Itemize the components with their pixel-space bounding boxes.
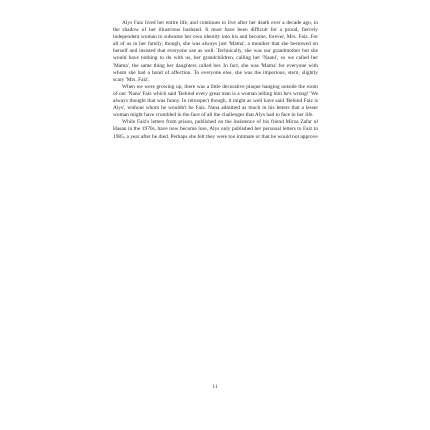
body-text — [113, 20, 318, 141]
paragraph-2: When we were growing up, there was a little decorative plaque hanging outside the room of our 'Nana' Faiz which said 'Behind every great man is a woman telling him he's wrong!' We always thought that was funny. In retrospect though, it might as well have said 'Behind Faiz is Alys', without whom he wouldn't be Faiz. Nana admitted as much in his letters that a lesser woman might have crumbled in the face of all the challenges that Alys had to face in her life. — [113, 83, 318, 119]
page-number: 11 — [212, 384, 218, 390]
paragraph-3: While Faiz's letters from prison, published on the insistence of his friend Mirza Zafar ul Hasan in the 1970s, have now become lore, Alys only published her personal letters to Faiz in 1985, a year after he died. Perhaps she felt they were too intimate or that he would not approve — [113, 119, 318, 140]
paragraph-1: Alys Faiz lived her entire life, and continues to live after her death over a decade ago, in the shadow of her illustrious husband. It must have been difficult for a proud, fiercely independent woman to subsume her own identity into his and become, forever, Mrs. Faiz. For all of us in her family, though, she was always just 'Mama', a moniker that she bestowed on herself and insisted that everyone use as well. Technically, she was our grandmother but she would have nothing to do with us, her grandchildren, calling her 'Naani', so we called her 'Mama', the same thing her daughters called her. In fact, she was 'Mama' for everyone with whom she had a bond of affection. To everyone else, she was the imperious, stern, slightly scary 'Mrs. Faiz'. — [113, 20, 318, 83]
